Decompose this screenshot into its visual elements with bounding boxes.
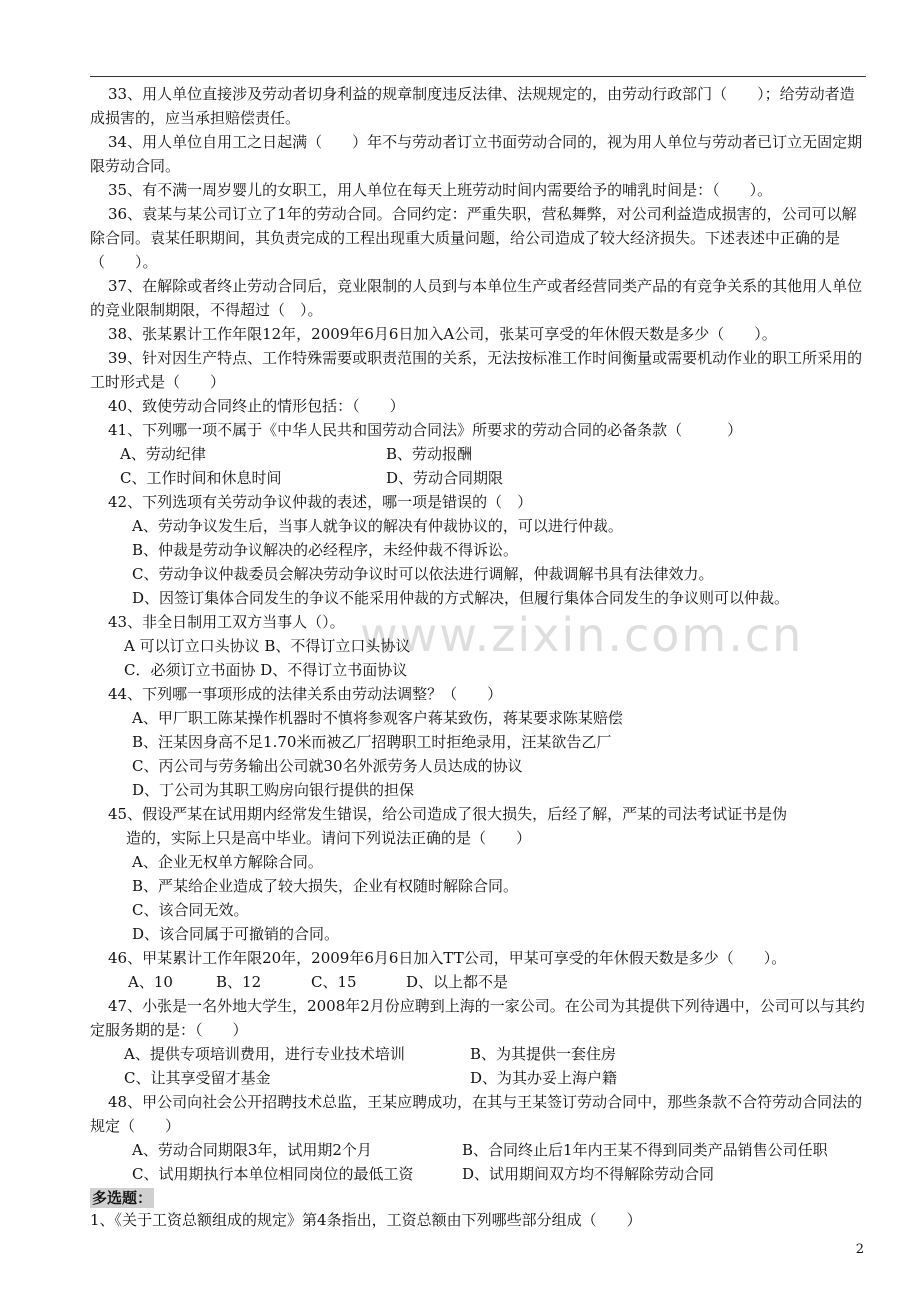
option-42-a: A、劳动争议发生后，当事人就争议的解决有仲裁协议的，可以进行仲裁。 bbox=[132, 517, 623, 535]
question-43: 43、非全日制用工双方当事人（）。 bbox=[108, 613, 345, 631]
question-41-options-row-1 bbox=[90, 442, 866, 466]
watermark: www.zixin.com.cn bbox=[360, 608, 804, 662]
option-43-ab: A 可以订立口头协议 B、不得订立口头协议 bbox=[124, 637, 411, 655]
option-45-c: C、该合同无效。 bbox=[132, 901, 249, 919]
section-title-multiple-choice: 多选题： bbox=[92, 1189, 153, 1207]
question-46: 46、甲某累计工作年限20年，2009年6月6日加入TT公司，甲某可享受的年休假天数是多少（ ）。 bbox=[108, 949, 787, 967]
option-41-d: D、劳动合同期限 bbox=[386, 469, 504, 487]
option-47-d: D、为其办妥上海户籍 bbox=[470, 1069, 618, 1087]
option-47-b: B、为其提供一套住房 bbox=[470, 1045, 617, 1063]
question-36: 36、袁某与某公司订立了1年的劳动合同。合同约定：严重失职，营私舞弊，对公司利益造成损害的，公司可以解除合同。袁某任职期间，其负责完成的工程出现重大质量问题，给公司造成了较大经济损失。下述表述中正确的是（ ）。 bbox=[90, 205, 857, 271]
question-47-options-row-1 bbox=[90, 1042, 866, 1066]
question-35: 35、有不满一周岁婴儿的女职工，用人单位在每天上班劳动时间内需要给予的哺乳时间是：（ ）。 bbox=[108, 181, 773, 199]
question-48-options-row-2 bbox=[90, 1162, 866, 1186]
question-46-options bbox=[90, 970, 866, 994]
option-41-c: C、工作时间和休息时间 bbox=[120, 469, 282, 487]
option-44-d: D、丁公司为其职工购房向银行提供的担保 bbox=[132, 781, 415, 799]
option-44-b: B、汪某因身高不足1.70米而被乙厂招聘职工时拒绝录用，汪某欲告乙厂 bbox=[132, 733, 612, 751]
question-38: 38、张某累计工作年限12年，2009年6月6日加入A公司，张某可享受的年休假天数是多少（ ）。 bbox=[108, 325, 777, 343]
option-44-c: C、丙公司与劳务输出公司就30名外派劳务人员达成的协议 bbox=[132, 757, 523, 775]
header-rule bbox=[90, 76, 866, 77]
question-37: 37、在解除或者终止劳动合同后，竞业限制的人员到与本单位生产或者经营同类产品的有竞争关系的其他用人单位的竞业限制期限，不得超过（ ）。 bbox=[90, 277, 863, 319]
option-46-c: C、15 bbox=[311, 973, 357, 991]
option-46-d: D、以上都不是 bbox=[406, 973, 509, 991]
question-34: 34、用人单位自用工之日起满（ ）年不与劳动者订立书面劳动合同的，视为用人单位与劳动者已订立无固定期限劳动合同。 bbox=[90, 133, 863, 175]
question-47-options-row-2 bbox=[90, 1066, 866, 1090]
question-33: 33、用人单位直接涉及劳动者切身利益的规章制度违反法律、法规规定的，由劳动行政部门（ ）；给劳动者造成损害的，应当承担赔偿责任。 bbox=[90, 85, 855, 127]
option-47-c: C、让其享受留才基金 bbox=[124, 1069, 271, 1087]
question-39: 39、针对因生产特点、工作特殊需要或职责范围的关系，无法按标准工作时间衡量或需要机动作业的职工所采用的工时形式是（ ） bbox=[90, 349, 863, 391]
option-42-d: D、因签订集体合同发生的争议不能采用仲裁的方式解决，但履行集体合同发生的争议则可以仲裁。 bbox=[132, 589, 790, 607]
option-48-c: C、试用期执行本单位相同岗位的最低工资 bbox=[132, 1165, 414, 1183]
option-45-b: B、严某给企业造成了较大损失，企业有权随时解除合同。 bbox=[132, 877, 519, 895]
option-47-a: A、提供专项培训费用，进行专业技术培训 bbox=[124, 1045, 405, 1063]
question-45-line-1: 45、假设严某在试用期内经常发生错误，给公司造成了很大损失，后经了解，严某的司法考试证书是伪 bbox=[108, 805, 788, 823]
option-42-c: C、劳动争议仲裁委员会解决劳动争议时可以依法进行调解，仲裁调解书具有法律效力。 bbox=[132, 565, 714, 583]
question-40: 40、致使劳动合同终止的情形包括：（ ） bbox=[108, 397, 405, 415]
question-45-line-2: 造的，实际上只是高中毕业。请问下列说法正确的是（ ） bbox=[126, 829, 532, 847]
question-48-options-row-1 bbox=[90, 1138, 866, 1162]
option-44-a: A、甲厂职工陈某操作机器时不慎将参观客户蒋某致伤，蒋某要求陈某赔偿 bbox=[132, 709, 623, 727]
multi-question-1: 1、《关于工资总额组成的规定》第4条指出，工资总额由下列哪些部分组成（ ） bbox=[90, 1211, 642, 1229]
option-46-b: B、12 bbox=[216, 973, 262, 991]
page-number: 2 bbox=[855, 1242, 864, 1257]
option-46-a: A、10 bbox=[128, 973, 173, 991]
option-45-d: D、该合同属于可撤销的合同。 bbox=[132, 925, 340, 943]
option-43-cd: C．必须订立书面协 D、不得订立书面协议 bbox=[124, 661, 408, 679]
option-45-a: A、企业无权单方解除合同。 bbox=[132, 853, 323, 871]
question-47: 47、小张是一名外地大学生，2008年2月份应聘到上海的一家公司。在公司为其提供下列待遇中，公司可以与其约定服务期的是：（ ） bbox=[90, 997, 865, 1039]
question-44: 44、下列哪一事项形成的法律关系由劳动法调整？（ ） bbox=[108, 685, 503, 703]
option-42-b: B、仲裁是劳动争议解决的必经程序，未经仲裁不得诉讼。 bbox=[132, 541, 519, 559]
document-page bbox=[90, 82, 866, 1232]
question-41-options-row-2 bbox=[90, 466, 866, 490]
option-48-b: B、合同终止后1年内王某不得到同类产品销售公司任职 bbox=[462, 1141, 828, 1159]
option-48-a: A、劳动合同期限3年，试用期2个月 bbox=[132, 1141, 372, 1159]
option-41-a: A、劳动纪律 bbox=[120, 445, 206, 463]
question-42: 42、下列选项有关劳动争议仲裁的表述，哪一项是错误的（ ） bbox=[108, 493, 533, 511]
question-48: 48、甲公司向社会公开招聘技术总监，王某应聘成功，在其与王某签订劳动合同中，那些条款不合符劳动合同法的规定（ ） bbox=[90, 1093, 863, 1135]
option-48-d: D、试用期间双方均不得解除劳动合同 bbox=[462, 1165, 715, 1183]
question-41: 41、下列哪一项不属于《中华人民共和国劳动合同法》所要求的劳动合同的必备条款（ ） bbox=[108, 421, 743, 439]
option-41-b: B、劳动报酬 bbox=[386, 445, 473, 463]
